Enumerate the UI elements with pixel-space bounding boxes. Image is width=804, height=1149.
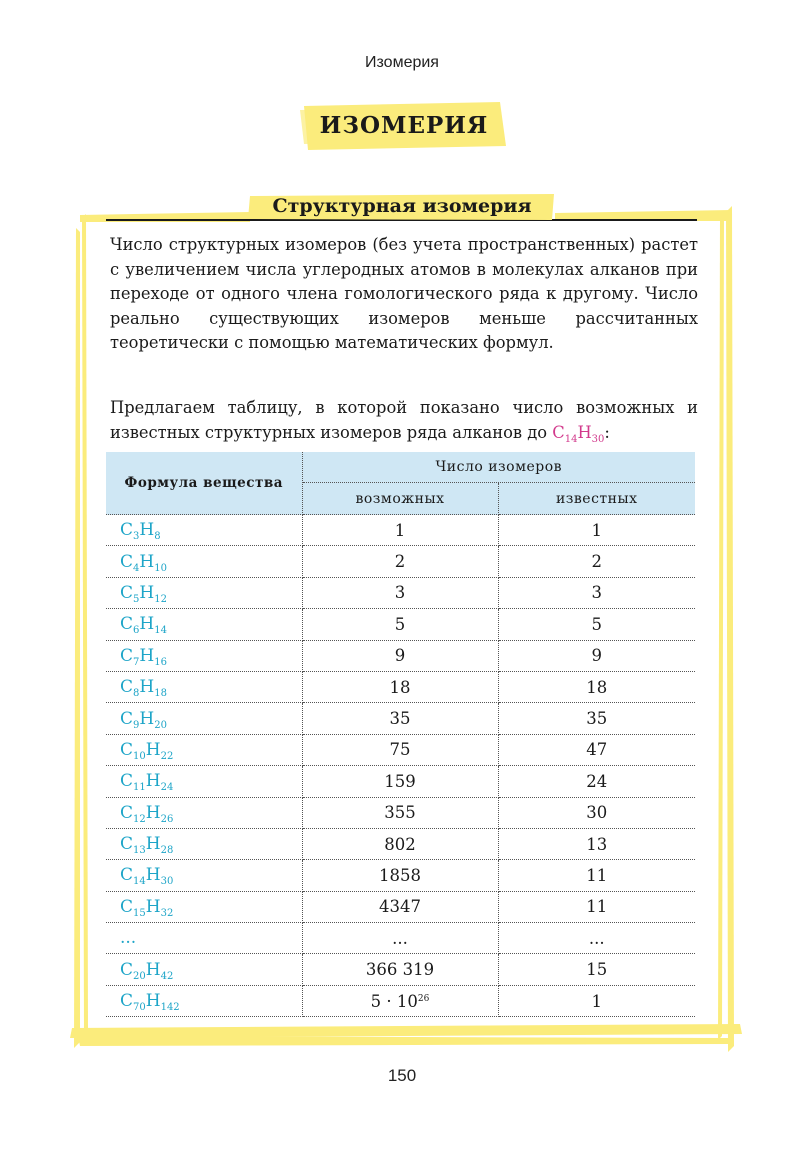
page-title: ИЗОМЕРИЯ [319, 112, 489, 139]
formula-cell: $C_{13}H_{28}$ [106, 828, 302, 859]
possible-cell: 2 [302, 546, 498, 577]
possible-cell: 159 [302, 766, 498, 797]
possible-cell: 1 [302, 515, 498, 546]
possible-cell: 9 [302, 640, 498, 671]
possible-cell: 35 [302, 703, 498, 734]
table-row [106, 985, 695, 1016]
known-cell: ... [498, 923, 695, 954]
paragraph-table-intro [110, 396, 698, 445]
table-row [106, 734, 695, 765]
table-row [106, 828, 695, 859]
known-cell: 1 [498, 985, 695, 1016]
paragraph-intro: Число структурных изомеров (без учета пространственных) растет с увеличением числа углеродных атомов в молекулах алканов при переходе от одного члена гомологического ряда к другому. Число реально существующих изомеров меньше рассчитанных теоретически с помощью математических формул. [110, 235, 698, 353]
table-row [106, 515, 695, 546]
table-row [106, 954, 695, 985]
table-row [106, 609, 695, 640]
possible-cell: 802 [302, 828, 498, 859]
section-heading-block [248, 192, 556, 222]
known-cell: 2 [498, 546, 695, 577]
known-cell: 11 [498, 860, 695, 891]
formula-cell: $C_9H_{20}$ [106, 703, 302, 734]
known-cell: 5 [498, 609, 695, 640]
table-row [106, 923, 695, 954]
known-cell: 18 [498, 671, 695, 702]
known-cell: 15 [498, 954, 695, 985]
formula-cell: $C_4H_{10}$ [106, 546, 302, 577]
possible-cell: 1858 [302, 860, 498, 891]
known-cell: 3 [498, 577, 695, 608]
known-cell: 35 [498, 703, 695, 734]
formula-cell: $C_{12}H_{26}$ [106, 797, 302, 828]
formula-cell: $C_{11}H_{24}$ [106, 766, 302, 797]
formula-cell: $C_6H_{14}$ [106, 609, 302, 640]
formula-cell: $C_{20}H_{42}$ [106, 954, 302, 985]
known-cell: 47 [498, 734, 695, 765]
formula-cell: $C_{14}H_{30}$ [106, 860, 302, 891]
table-row [106, 640, 695, 671]
formula-cell: $C_{70}H_{142}$ [106, 985, 302, 1016]
formula-c14h30: $C_{14}H_{30}$ [552, 422, 605, 445]
possible-cell: 3 [302, 577, 498, 608]
formula-cell: ... [106, 923, 302, 954]
table-row [106, 703, 695, 734]
table-body [106, 515, 695, 1017]
table-row [106, 891, 695, 922]
known-cell: 24 [498, 766, 695, 797]
table-row [106, 577, 695, 608]
table-row [106, 766, 695, 797]
known-cell: 30 [498, 797, 695, 828]
possible-cell: 75 [302, 734, 498, 765]
table-row [106, 797, 695, 828]
table-row [106, 671, 695, 702]
possible-cell: 18 [302, 671, 498, 702]
possible-cell: $5 \cdot 10^{26}$ [302, 985, 498, 1016]
header-possible: возможных [302, 483, 498, 515]
isomers-table [106, 452, 695, 1017]
title-block [300, 100, 508, 152]
possible-cell: 4347 [302, 891, 498, 922]
table-row [106, 546, 695, 577]
formula-cell: $C_5H_{12}$ [106, 577, 302, 608]
formula-cell: $C_7H_{16}$ [106, 640, 302, 671]
possible-cell: 366 319 [302, 954, 498, 985]
section-heading: Структурная изомерия [272, 195, 532, 217]
running-title: Изомерия [365, 54, 439, 71]
possible-cell: ... [302, 923, 498, 954]
formula-cell: $C_{10}H_{22}$ [106, 734, 302, 765]
paragraph-colon: : [604, 422, 610, 442]
known-cell: 1 [498, 515, 695, 546]
formula-cell: $C_8H_{18}$ [106, 671, 302, 702]
table-row [106, 860, 695, 891]
possible-cell: 355 [302, 797, 498, 828]
known-cell: 13 [498, 828, 695, 859]
paragraph-text: Предлагаем таблицу, в которой показано число возможных и известных структурных изомеров ряда алканов до [110, 398, 698, 442]
possible-cell: 5 [302, 609, 498, 640]
formula-cell: $C_3H_8$ [106, 515, 302, 546]
page-number: 150 [387, 1066, 417, 1085]
header-formula: Формула вещества [106, 452, 302, 515]
known-cell: 9 [498, 640, 695, 671]
formula-cell: $C_{15}H_{32}$ [106, 891, 302, 922]
header-known: известных [498, 483, 695, 515]
header-isomer-count: Число изомеров [302, 452, 695, 483]
known-cell: 11 [498, 891, 695, 922]
